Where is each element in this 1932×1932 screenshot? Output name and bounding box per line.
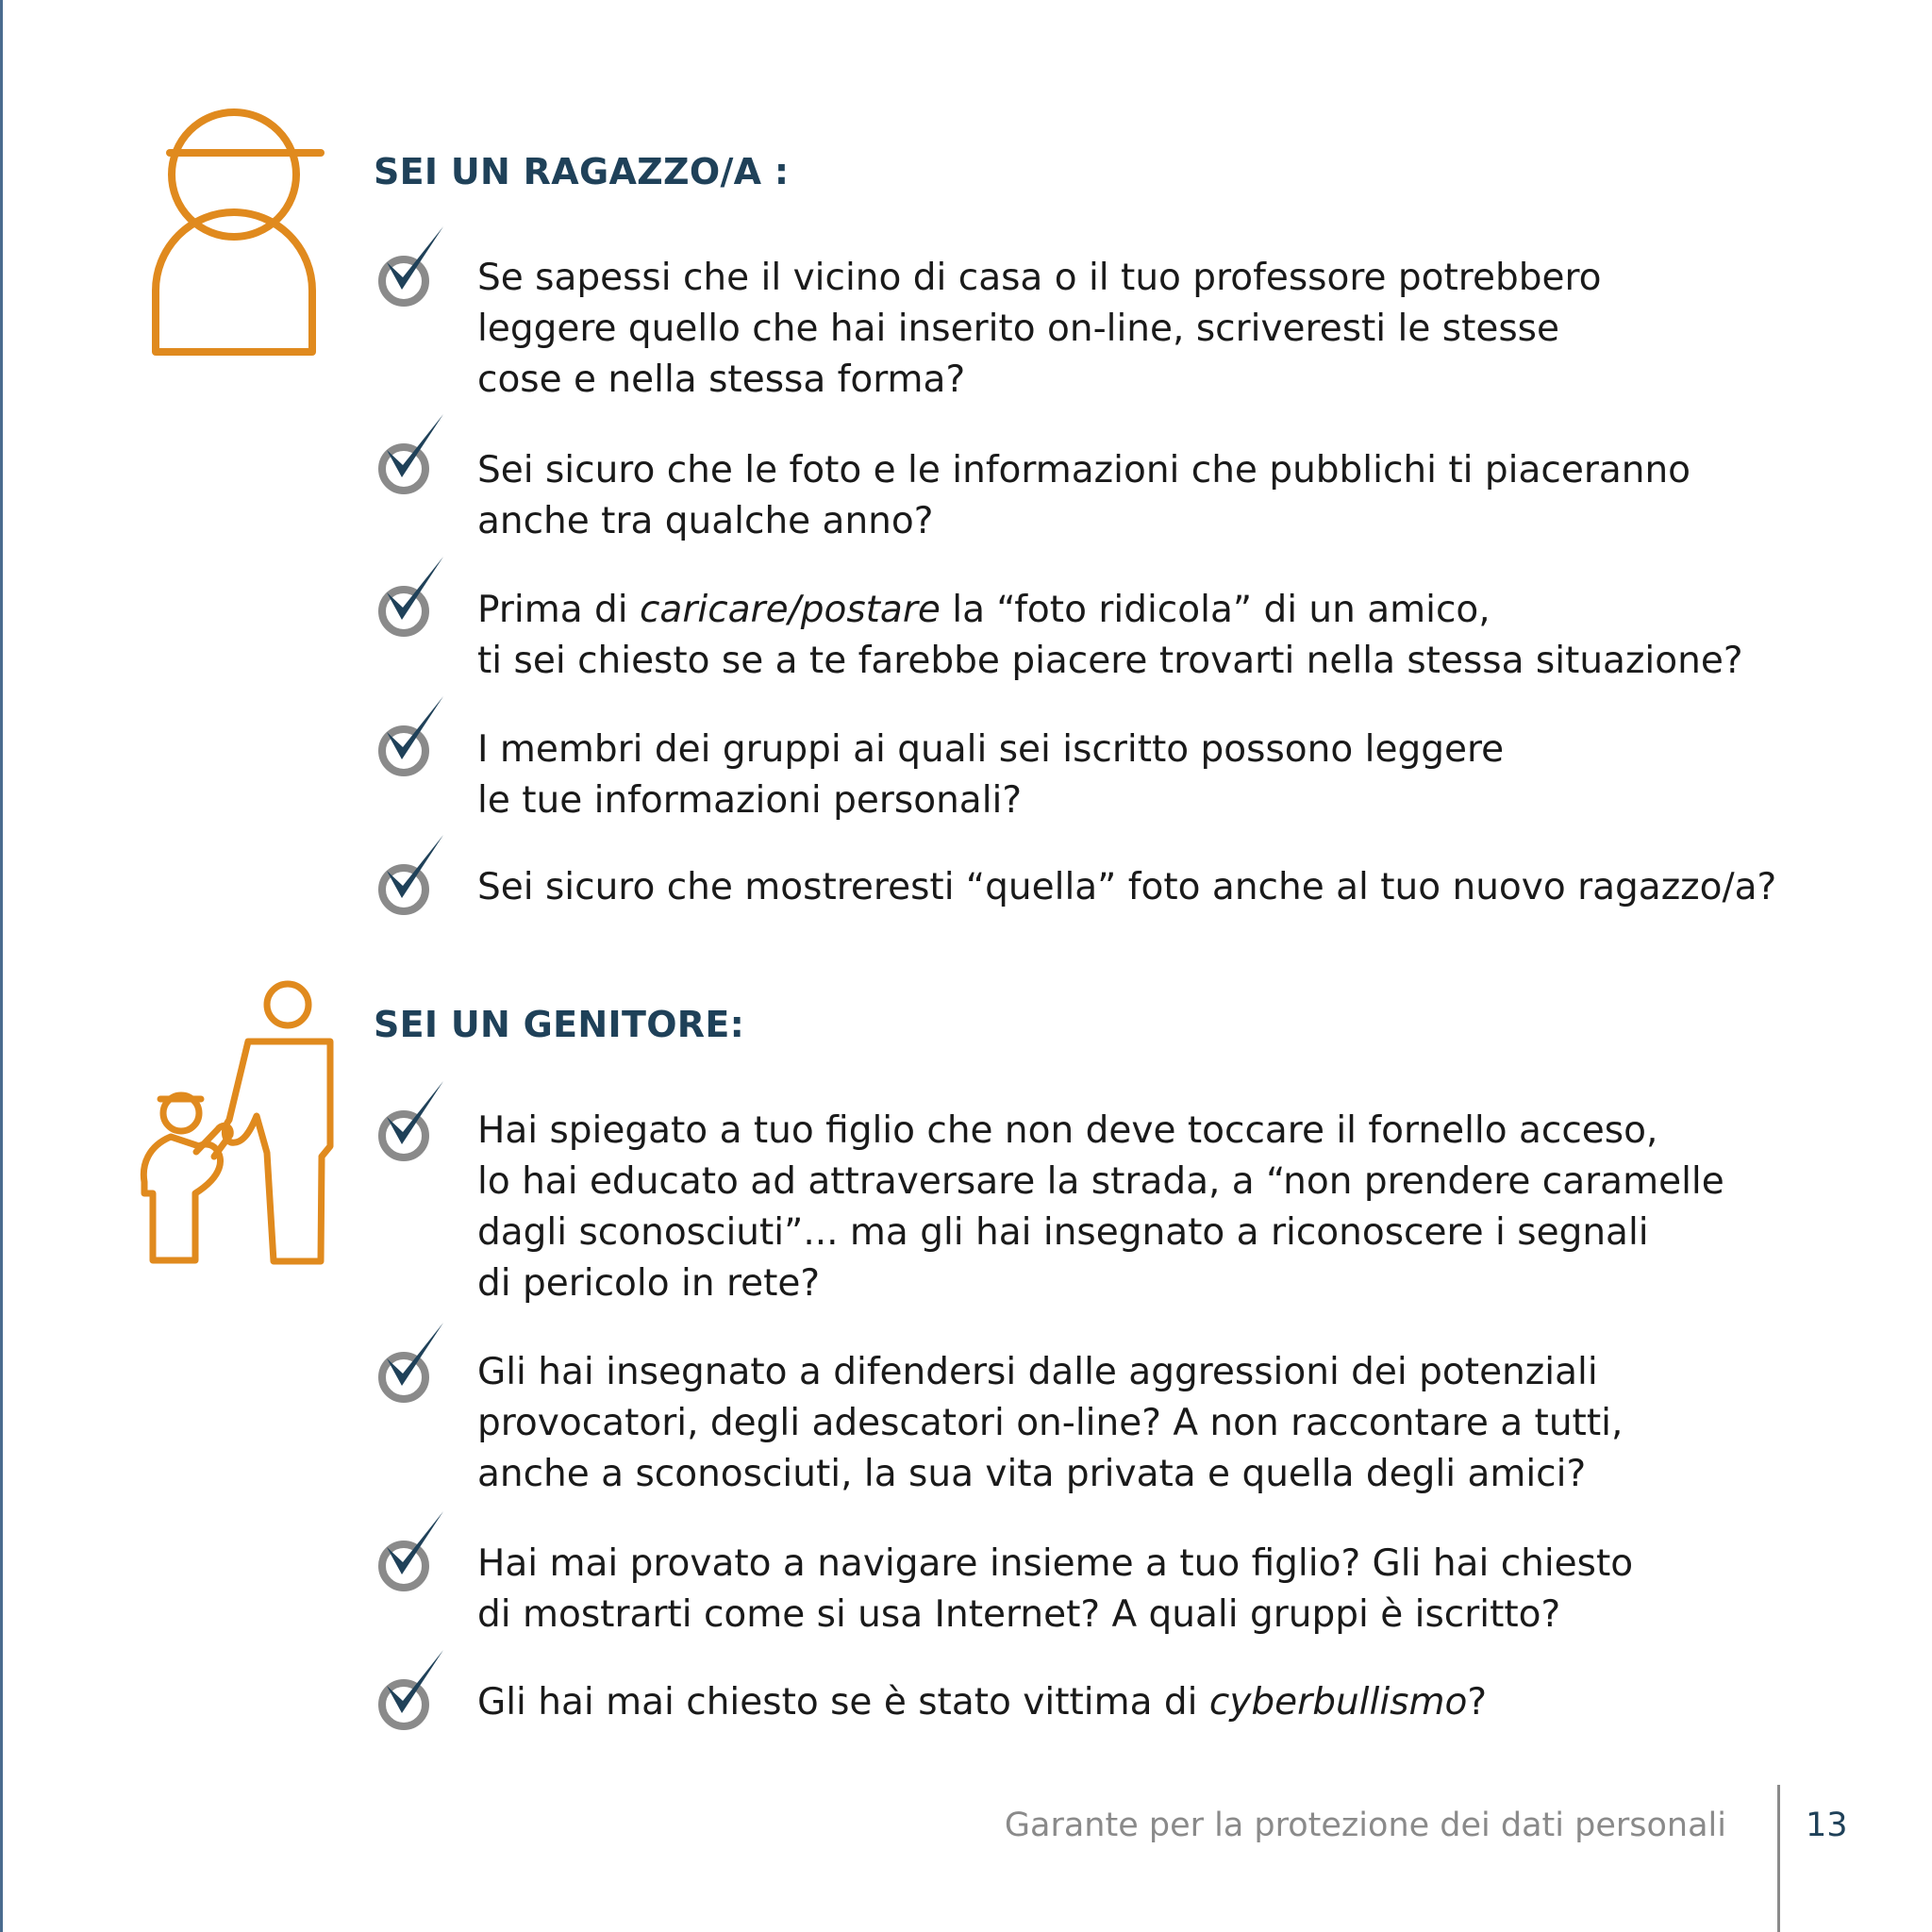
footer-publisher: Garante per la protezione dei dati personali [1004, 1807, 1726, 1844]
checkmark-icon [374, 833, 449, 918]
page-number: 13 [1806, 1807, 1848, 1844]
item-text: Gli hai insegnato a difendersi dalle aggressioni dei potenziali provocatori, degli adescatori on-line? A non raccontare a tutti, anche a sconosciuti, la sua vita privata e quella degli amici? [477, 1351, 1624, 1495]
checkmark-icon [374, 555, 449, 640]
checkmark-icon [374, 1079, 449, 1164]
parent-and-child-icon [137, 976, 340, 1269]
footer-divider [1777, 1785, 1780, 1932]
checkmark-icon [374, 1648, 449, 1733]
item-text: Hai spiegato a tuo figlio che non deve toccare il fornello acceso, lo hai educato ad attraversare la strada, a “non prendere caramelle dagli sconosciuti”... ma gli hai insegnato a riconoscere i segnali di pericolo in rete? [477, 1109, 1724, 1305]
checkmark-icon [374, 694, 449, 779]
checkmark-icon [374, 412, 449, 497]
checkmark-icon [374, 225, 449, 309]
item-text: Gli hai mai chiesto se è stato vittima di cyberbullismo? [477, 1681, 1488, 1724]
checkmark-icon [374, 1509, 449, 1594]
item-text: Prima di caricare/postare la “foto ridicola” di un amico, ti sei chiesto se a te farebbe piacere trovarti nella stessa situazione? [477, 589, 1743, 682]
checkmark-icon [374, 1321, 449, 1406]
section-heading-parent: SEI UN GENITORE: [374, 1004, 745, 1045]
item-text: Sei sicuro che mostreresti “quella” foto anche al tuo nuovo ragazzo/a? [477, 866, 1777, 908]
teen-with-cap-icon [142, 102, 330, 358]
item-text: Se sapessi che il vicino di casa o il tuo professore potrebbero leggere quello che hai inserito on-line, scriveresti le stesse cose e nella stessa forma? [477, 257, 1602, 401]
item-text: I membri dei gruppi ai quali sei iscritto possono leggere le tue informazioni personali? [477, 728, 1505, 822]
item-text: Sei sicuro che le foto e le informazioni che pubblichi ti piaceranno anche tra qualche anno? [477, 449, 1691, 542]
item-text: Hai mai provato a navigare insieme a tuo figlio? Gli hai chiesto di mostrarti come si usa Internet? A quali gruppi è iscritto? [477, 1542, 1634, 1636]
section-heading-teen: SEI UN RAGAZZO/A : [374, 151, 790, 192]
page-edge-line [0, 0, 3, 1932]
